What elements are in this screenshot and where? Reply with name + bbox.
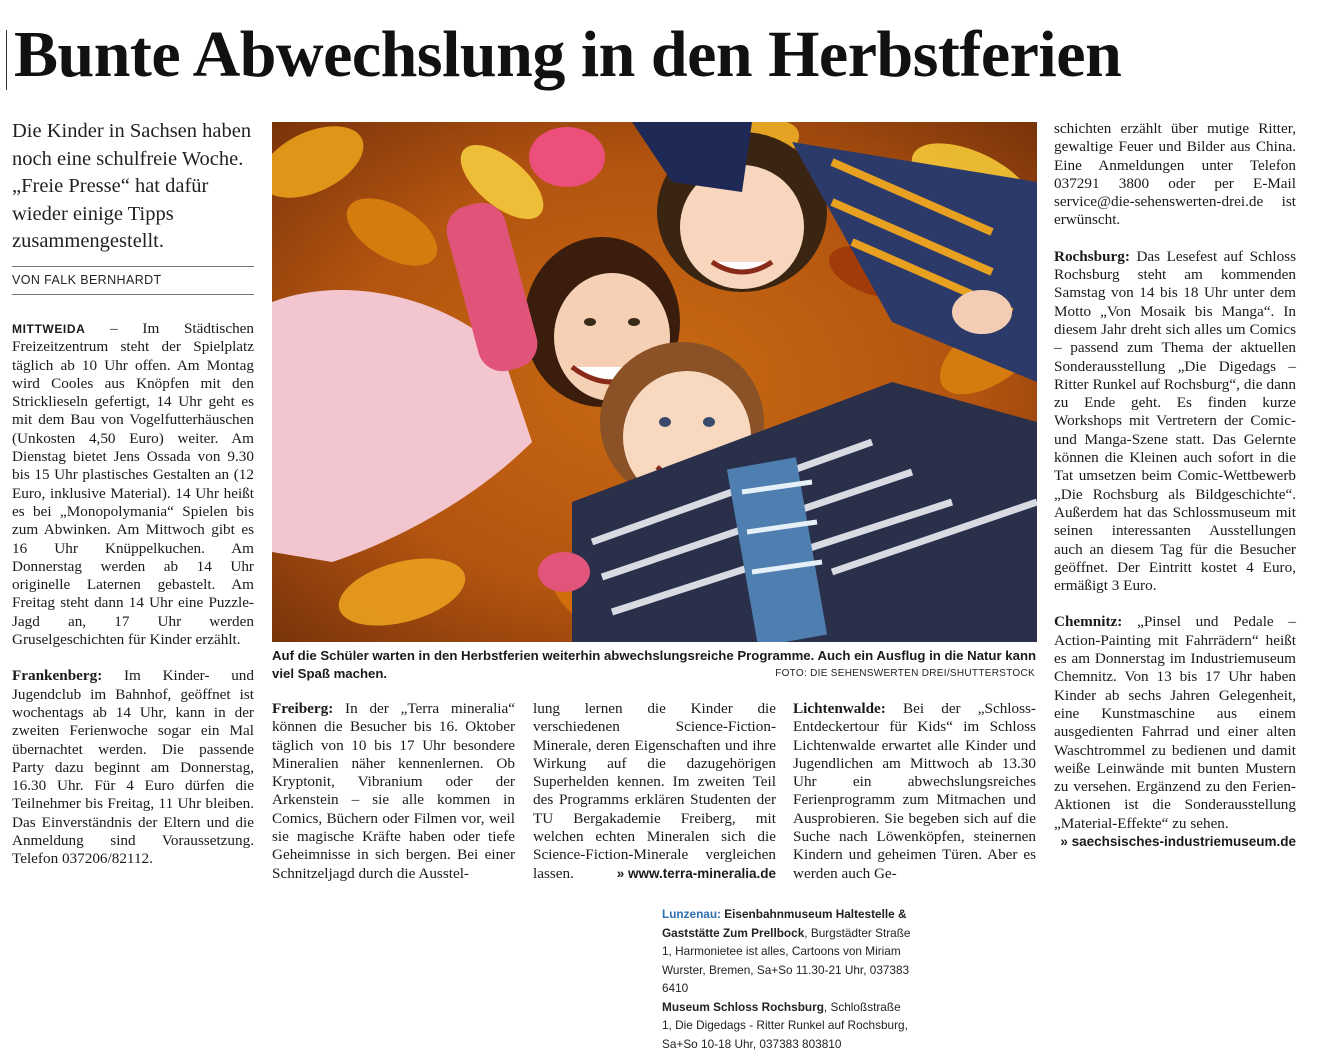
- photo-illustration: [272, 122, 1037, 642]
- column-right: [1054, 120, 1296, 851]
- keyword-freiberg: Freiberg:: [272, 700, 334, 717]
- keyword-lichtenwalde: Lichtenwalde:: [793, 700, 886, 717]
- keyword-rochsburg: Rochsburg:: [1054, 247, 1130, 265]
- paragraph-text: lung lernen die Kinder die verschiedenen Science-Fiction-Minerale, deren Eigenschaften und ihre Wirkung auf die dazugehörigen Superhelden kennen. Im zweiten Teil des Programms erklären Studenten der TU Bergakademie Freiberg, mit welchen echten Mineralen sich die Science-Fiction-Minerale vergleichen lassen.: [533, 700, 776, 882]
- info-entry-name: Museum Schloss Rochsburg: [662, 999, 824, 1014]
- byline-rule-top: [12, 266, 254, 267]
- paragraph-text: – Im Städtischen Freizeitzentrum steht der Spielplatz täglich ab 10 Uhr offen. Am Montag wird Cooles aus Knöpfen mit den Strickliesеln gefertigt, 14 Uhr geht es mit dem Bau von Vogelfutterhäuschen (Unkosten 4,50 Euro) weiter. Am Dienstag bietet Jens Ossada von 9.30 bis 15 Uhr plastisches Gestalten an (12 Euro, inklusive Material). 14 Uhr heißt es bei „Monopolymania“ Spielen bis zum Abwinken. Am Mittwoch gibt es 16 Uhr Knüppelkuchen. Am Donnerstag werden ab 14 Uhr originelle Laternen gebastelt. Am Freitag steht dann 14 Uhr eine Puzzle-Jagd an, 17 Uhr werden Gruselgeschichten für Kinder erzählt.: [12, 320, 254, 649]
- info-entry-text: , Schloßstraße 1, Die Digedags - Ritter Runkel auf Rochsburg, Sa+So 10-18 Uhr, 037383 803810: [662, 999, 908, 1051]
- paragraph-text: In der „Terra mineralia“ können die Besucher bis 16. Oktober täglich von 10 bis 17 Uhr besondere Mineralien näher kennenlernen. Ob Kryptonit, Vibranium oder der Arkenstein – sie alle kommen in Comics, Büchern oder Filmen vor, weil sie magische Kräfte haben oder tiefe Geheimnisse in sich bergen. Bei einer Schnitzeljagd durch die Ausstel-: [272, 700, 515, 882]
- photo-children-in-leaves: [272, 122, 1037, 642]
- byline-rule-bottom: [12, 294, 254, 295]
- paragraph-text: Im Kinder- und Jugendclub im Bahnhof, geöffnet ist wochentags ab 14 Uhr, kann in der zweiten Ferienwoche sogar ein Mal übernachtet werden. Die passende Party dazu beginnt am Donnerstag, 16.30 Uhr. Für 4 Euro dürfen die Teilnehmer bis Freitag, 11 Uhr bleiben. Das Einverständnis der Eltern und die Anmeldung sind Voraussetzung. Telefon 037206/82112.: [12, 667, 254, 868]
- link-industriemuseum[interactable]: » saechsisches-industriemuseum.de: [1060, 833, 1296, 849]
- photo-caption: Auf die Schüler warten in den Herbstferien weiterhin abwechslungsreiche Programme. Auch ein Ausflug in die Natur kann viel Spaß machen.: [272, 648, 1037, 681]
- column-freiberg: [272, 700, 515, 883]
- left-rule: [6, 30, 7, 90]
- paragraph-chemnitz: [1054, 613, 1296, 833]
- paragraph-frankenberg: [12, 667, 254, 868]
- column-terra-mineralia: [533, 700, 776, 883]
- lede: Die Kinder in Sachsen haben noch eine schulfreie Woche. „Freie Presse“ hat dafür wieder einige Tipps zusammengestellt.: [12, 120, 252, 252]
- paragraph-rochsburg: [1054, 248, 1296, 596]
- column-mittweida: [12, 320, 254, 869]
- column-lichtenwalde: [793, 700, 1036, 883]
- info-box: [662, 905, 912, 1053]
- info-entry-text: , Burgstädter Straße 1, Harmonietee ist alles, Cartoons von Miriam Wurster, Bremen, Sa+So 11.30-21 Uhr, 037383 6410: [662, 925, 911, 995]
- paragraph-continuation: schichten erzählt über mutige Ritter, gewaltige Feuer und Bilder aus China. Eine Anmeldungen unter Telefon 037291 3800 oder per E-Mail service@die-sehenswerten-drei.de ist erwünscht.: [1054, 120, 1296, 229]
- info-place: Lunzenau:: [662, 907, 721, 921]
- paragraph-text: „Pinsel und Pedale – Action-Painting mit Fahrrädern“ heißt es am Donnerstag im Industriemuseum Chemnitz. Von 13 bis 17 Uhr haben Kinder ab sechs Jahren Gelegenheit, eine Kunstmaschine aus einem ausgedienten Fahrrad und einer alten Waschtrommel zu bedienen und damit weiße Leinwände mit bunten Mustern zu versehen. Ergänzend zu den Ferien-Aktionen ist die Sonderausstellung „Material-Effekte“ zu sehen.: [1054, 613, 1296, 832]
- byline: VON FALK BERNHARDT: [12, 273, 162, 287]
- keyword-frankenberg: Frankenberg:: [12, 667, 103, 685]
- keyword-chemnitz: Chemnitz:: [1054, 613, 1123, 631]
- headline: Bunte Abwechslung in den Herbstferien: [14, 18, 1122, 91]
- dateline: MITTWEIDA: [12, 322, 86, 336]
- paragraph-text: Das Lesefest auf Schloss Rochsburg steht am kommenden Samstag von 14 bis 18 Uhr unter dem Motto „Von Mosaik bis Manga“. In diesem Jahr dreht sich alles um Comics – passend zum Thema der aktuellen Sonderausstellung „Die Digedags – Ritter Runkel auf Rochsburg“, die dann zu Ende geht. Es finden kurze Workshops mit Vertretern der Comic- und Manga-Szene statt. Das Gelernte können die Kleinen auch sofort in die Tat umsetzen beim Comic-Wettbewerb „Die Rochsburg als Bildgeschichte“. Außerdem hat das Schlossmuseum mit seinen interessanten Ausstellungen auch an diesem Tag für die Besucher geöffnet. Der Eintritt kostet 4 Euro, ermäßigt 3 Euro.: [1054, 247, 1296, 595]
- info-entry-name: Eisenbahnmuseum Haltestelle & Gaststätte Zum Prellbock: [662, 907, 907, 940]
- paragraph-text: Bei der „Schloss-Entdeckertour für Kids“ im Schloss Lichtenwalde erwartet alle Kinder und Jugendlichen am Mittwoch ab 13.30 Uhr ein abwechslungsreiches Ferienprogramm zum Mitmachen und Ausprobieren. Sie begeben sich auf die Suche nach Löwenköpfen, steinernen Kindern und geheimen Türen. Aber es werden auch Ge-: [793, 700, 1036, 882]
- link-terra-mineralia[interactable]: » www.terra-mineralia.de: [616, 865, 776, 881]
- paragraph-lichtenwalde: [793, 700, 1036, 883]
- paragraph-freiberg: [272, 700, 515, 883]
- paragraph-mittweida: [12, 320, 254, 649]
- photo-credit: FOTO: DIE SEHENSWERTEN DREI/SHUTTERSTOCK: [775, 668, 1035, 679]
